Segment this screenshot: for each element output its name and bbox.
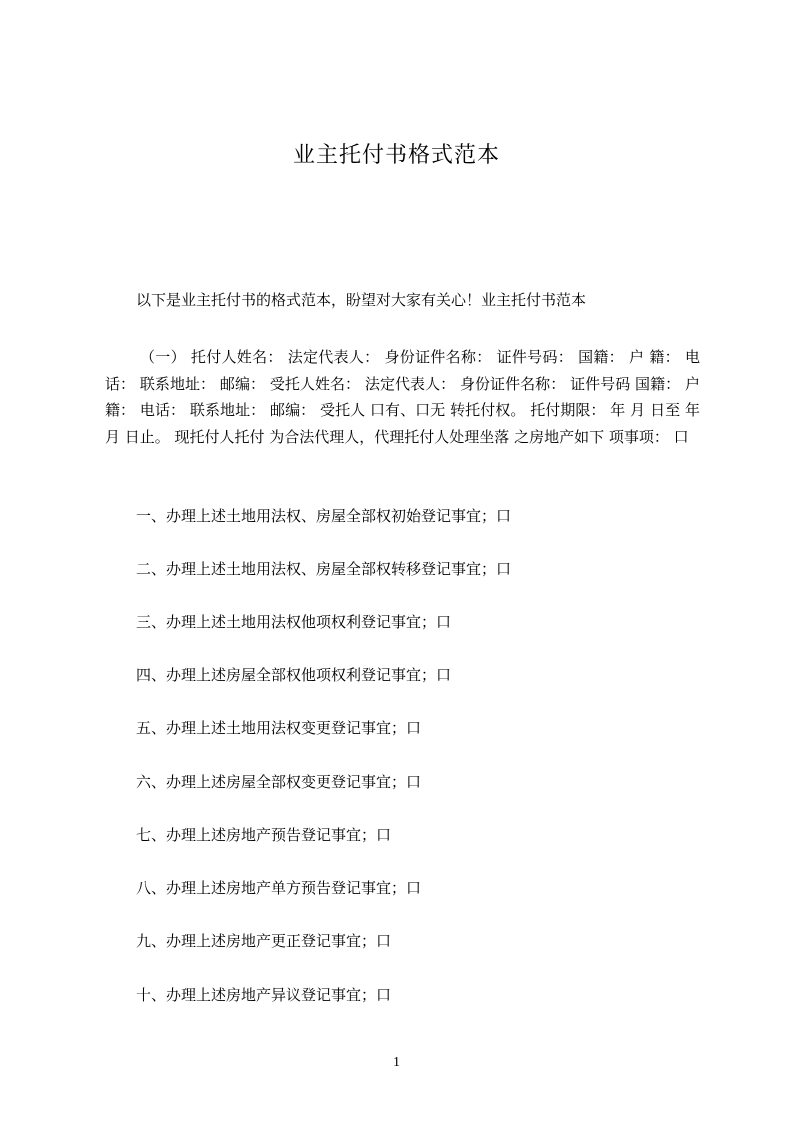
list-item: 九、办理上述房地产更正登记事宜；口 <box>136 932 392 950</box>
list-item: 十、办理上述房地产异议登记事宜；口 <box>136 986 392 1004</box>
list-item: 四、办理上述房屋全部权他项权利登记事宜；口 <box>136 666 452 684</box>
list-item: 二、办理上述土地用法权、房屋全部权转移登记事宜；口 <box>136 560 512 578</box>
list-item: 三、办理上述土地用法权他项权利登记事宜；口 <box>136 613 452 631</box>
list-item: 七、办理上述房地产预告登记事宜；口 <box>136 826 392 844</box>
list-item: 一、办理上述土地用法权、房屋全部权初始登记事宜；口 <box>136 507 512 525</box>
list-item: 五、办理上述土地用法权变更登记事宜；口 <box>136 719 422 737</box>
intro-paragraph: 以下是业主托付书的格式范本，盼望对大家有关心！业主托付书范本 <box>136 291 587 309</box>
list-item: 六、办理上述房屋全部权变更登记事宜；口 <box>136 773 422 791</box>
list-item: 八、办理上述房地产单方预告登记事宜；口 <box>136 879 422 897</box>
document-title: 业主托付书格式范本 <box>292 143 500 168</box>
page-number: 1 <box>393 1055 400 1070</box>
body-paragraph: （一） 托付人姓名： 法定代表人： 身份证件名称： 证件号码： 国籍： 户 籍： 电话： 联系地址： 邮编： 受托人姓名： 法定代表人： 身份证件名称： 证件号码 国籍： 户 籍： 电话： 联系地址： 邮编： 受托人 口有、口无 转托付权。 托付期限： 年 月 日至 年 月 日止。 现托付人托付 为合法代理人，代理托付人处理坐落 之房地产如下 项事项： 口 <box>105 348 700 446</box>
